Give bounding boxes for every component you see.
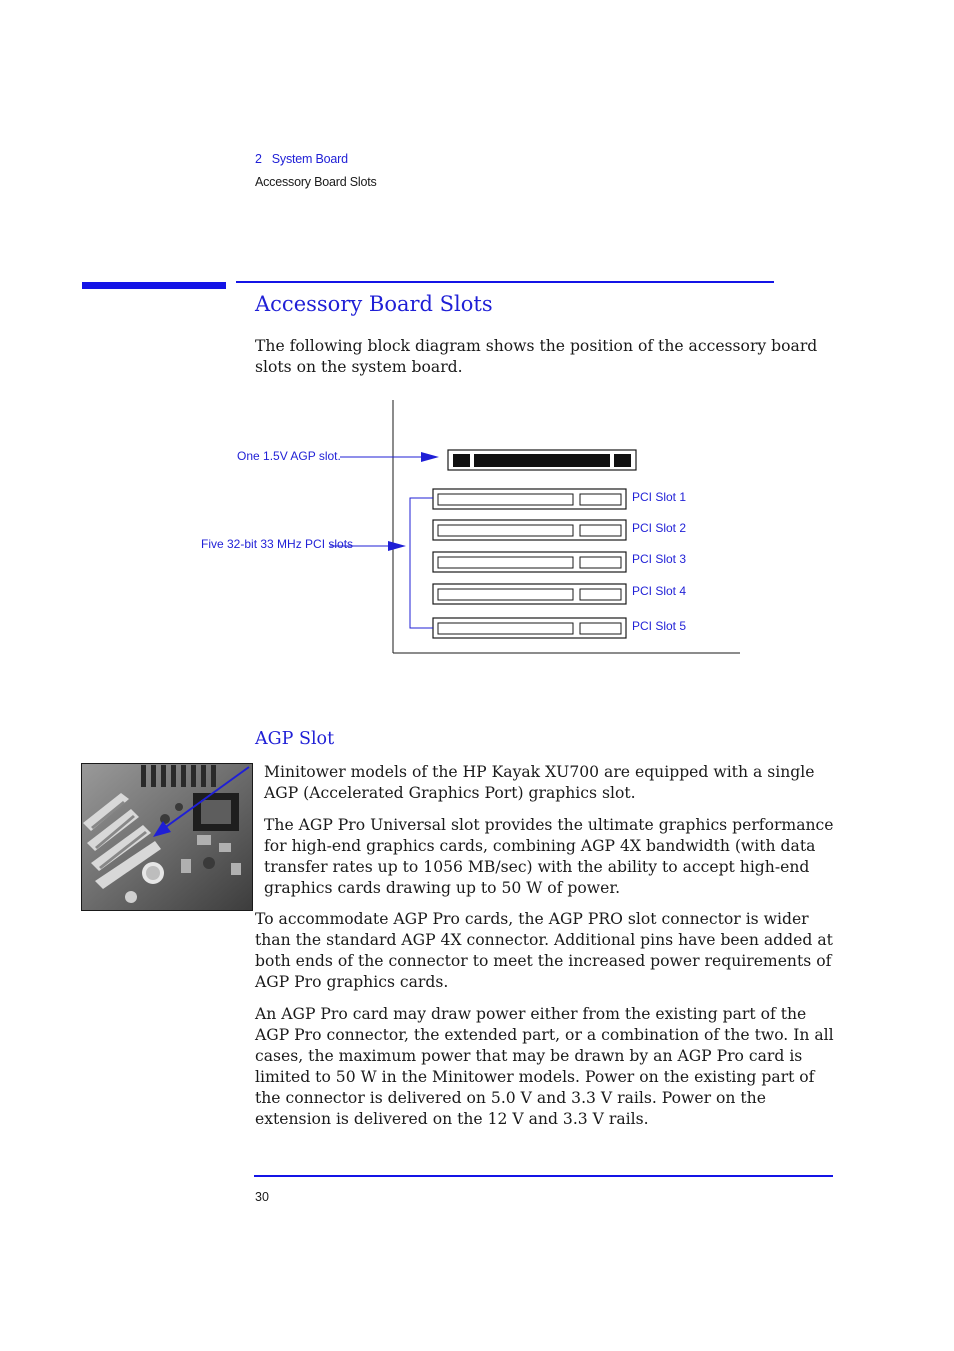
agp-slot (448, 450, 636, 470)
agp-slot-heading: AGP Slot (255, 729, 335, 749)
pci-group-bracket (410, 498, 433, 628)
pci-slot-4-label: PCI Slot 4 (632, 584, 687, 598)
intro-paragraph: The following block diagram shows the position of the accessory board slots on the system board. (255, 337, 818, 376)
pci-slot-3-label: PCI Slot 3 (632, 552, 687, 566)
agp-paragraph-3: To accommodate AGP Pro cards, the AGP PRO slot connector is wider than the standard AGP 4X connector. Additional pins have been added at both ends of the connector to meet the increased power requirements of AGP Pro graphics cards. (255, 910, 833, 991)
agp-slot-photo (81, 763, 253, 911)
chapter-title: System Board (271, 152, 348, 166)
pci-slot-1 (433, 489, 626, 509)
agp-paragraph-2: The AGP Pro Universal slot provides the ultimate graphics performance for high-end graphics cards, combining AGP 4X bandwidth (with data transfer rates up to 1056 MB/sec) with the ability to accept high-end graphics cards drawing up to 50 W of power. (264, 816, 834, 897)
agp-slot-label: One 1.5V AGP slot. (237, 449, 341, 463)
chapter-number: 2 (255, 152, 262, 166)
running-header-chapter (255, 152, 348, 166)
pci-slot-2 (433, 520, 626, 540)
pci-slot-5-label: PCI Slot 5 (632, 619, 687, 633)
pci-slots-label: Five 32-bit 33 MHz PCI slots (201, 537, 354, 551)
agp-paragraph-4: An AGP Pro card may draw power either from the existing part of the AGP Pro connector, the extended part, or a combination of the two. In all cases, the maximum power that may be drawn by an AGP Pro card is limited to 50 W in the Minitower models. Power on the existing part of the connector is delivered on 5.0 V and 3.3 V rails. Power on the extension is delivered on the 12 V and 3.3 V rails. (255, 1005, 834, 1128)
pci-slot-2-label: PCI Slot 2 (632, 521, 687, 535)
running-header-section: Accessory Board Slots (255, 175, 377, 189)
pci-slot-1-label: PCI Slot 1 (632, 490, 687, 504)
section-rule-thick (82, 282, 226, 289)
footer-rule (254, 1175, 833, 1177)
agp-arrow-head (421, 452, 439, 462)
pci-slot-5 (433, 618, 626, 638)
pci-slot-4 (433, 584, 626, 604)
page-number: 30 (255, 1190, 269, 1204)
page-title: Accessory Board Slots (255, 292, 493, 316)
slot-block-diagram (195, 400, 745, 660)
pci-arrow-head (388, 541, 406, 551)
agp-paragraph-1: Minitower models of the HP Kayak XU700 are equipped with a single AGP (Accelerated Graphics Port) graphics slot. (264, 763, 815, 802)
pci-slot-3 (433, 552, 626, 572)
section-rule-thin (236, 281, 774, 283)
